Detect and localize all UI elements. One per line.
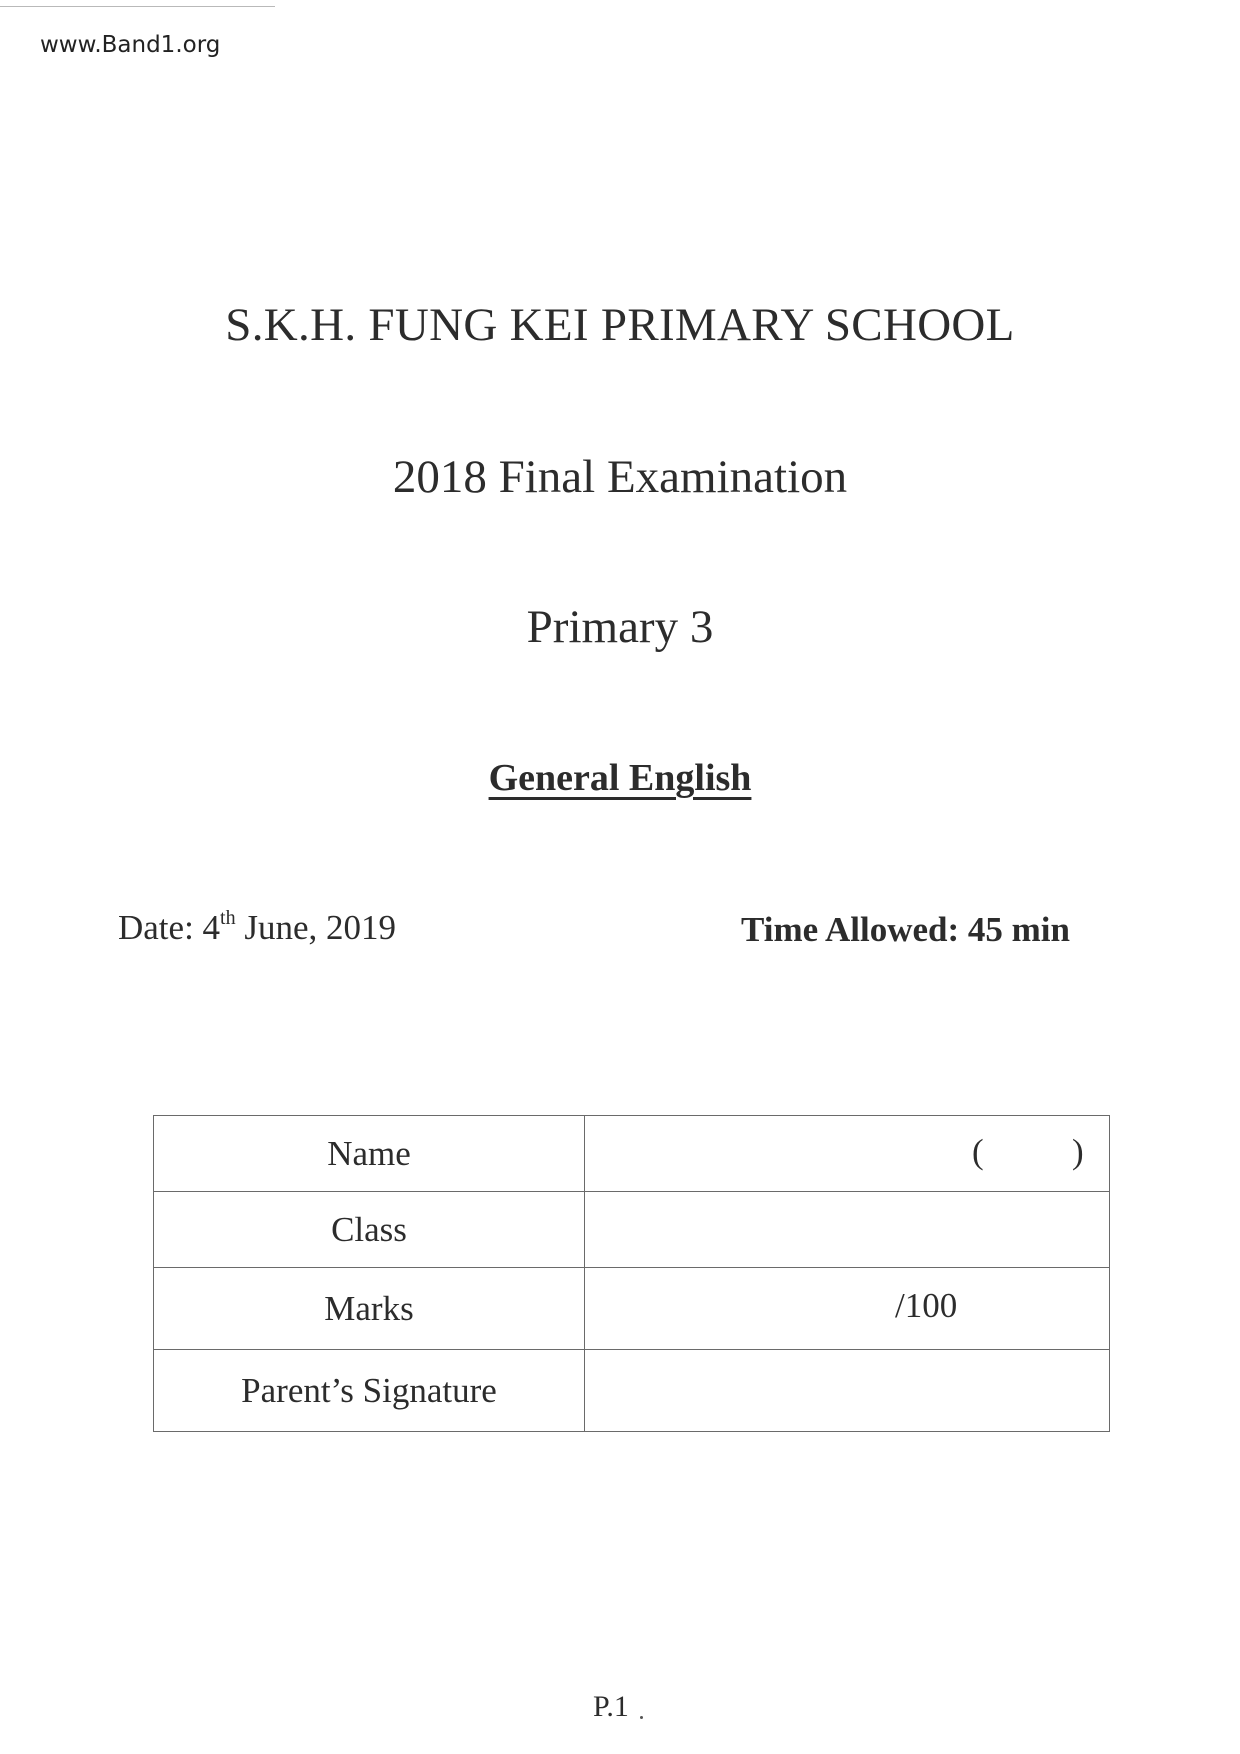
watermark-url: www.Band1.org (40, 32, 221, 58)
marks-total: /100 (895, 1286, 958, 1325)
exam-date (118, 908, 396, 948)
name-label: Name (154, 1116, 585, 1192)
date-suffix: June, 2019 (235, 908, 397, 947)
exam-level: Primary 3 (526, 601, 714, 653)
table-row-class (154, 1192, 1110, 1268)
marks-label: Marks (154, 1268, 585, 1350)
top-rule (0, 6, 275, 7)
table-row-signature (154, 1350, 1110, 1432)
subject-heading (0, 756, 1240, 800)
class-field[interactable] (585, 1192, 1110, 1268)
name-field[interactable] (585, 1116, 1110, 1192)
signature-label: Parent’s Signature (154, 1350, 585, 1432)
time-allowed: Time Allowed: 45 min (741, 910, 1070, 949)
class-number-close-paren: ) (1072, 1132, 1084, 1171)
student-info-table (153, 1115, 1110, 1432)
class-label: Class (154, 1192, 585, 1268)
page-number: P.1 (593, 1690, 629, 1723)
table-row-marks (154, 1268, 1110, 1350)
signature-field[interactable] (585, 1350, 1110, 1432)
date-prefix: Date: 4 (118, 908, 221, 947)
subject-title: General English (488, 757, 752, 799)
school-name: S.K.H. FUNG KEI PRIMARY SCHOOL (225, 299, 1015, 351)
page-dot (640, 1716, 643, 1719)
exam-title: 2018 Final Examination (392, 451, 848, 503)
table-row-name (154, 1116, 1110, 1192)
marks-field[interactable] (585, 1268, 1110, 1350)
class-number-open-paren: ( (972, 1132, 984, 1171)
date-superscript: th (220, 907, 236, 929)
